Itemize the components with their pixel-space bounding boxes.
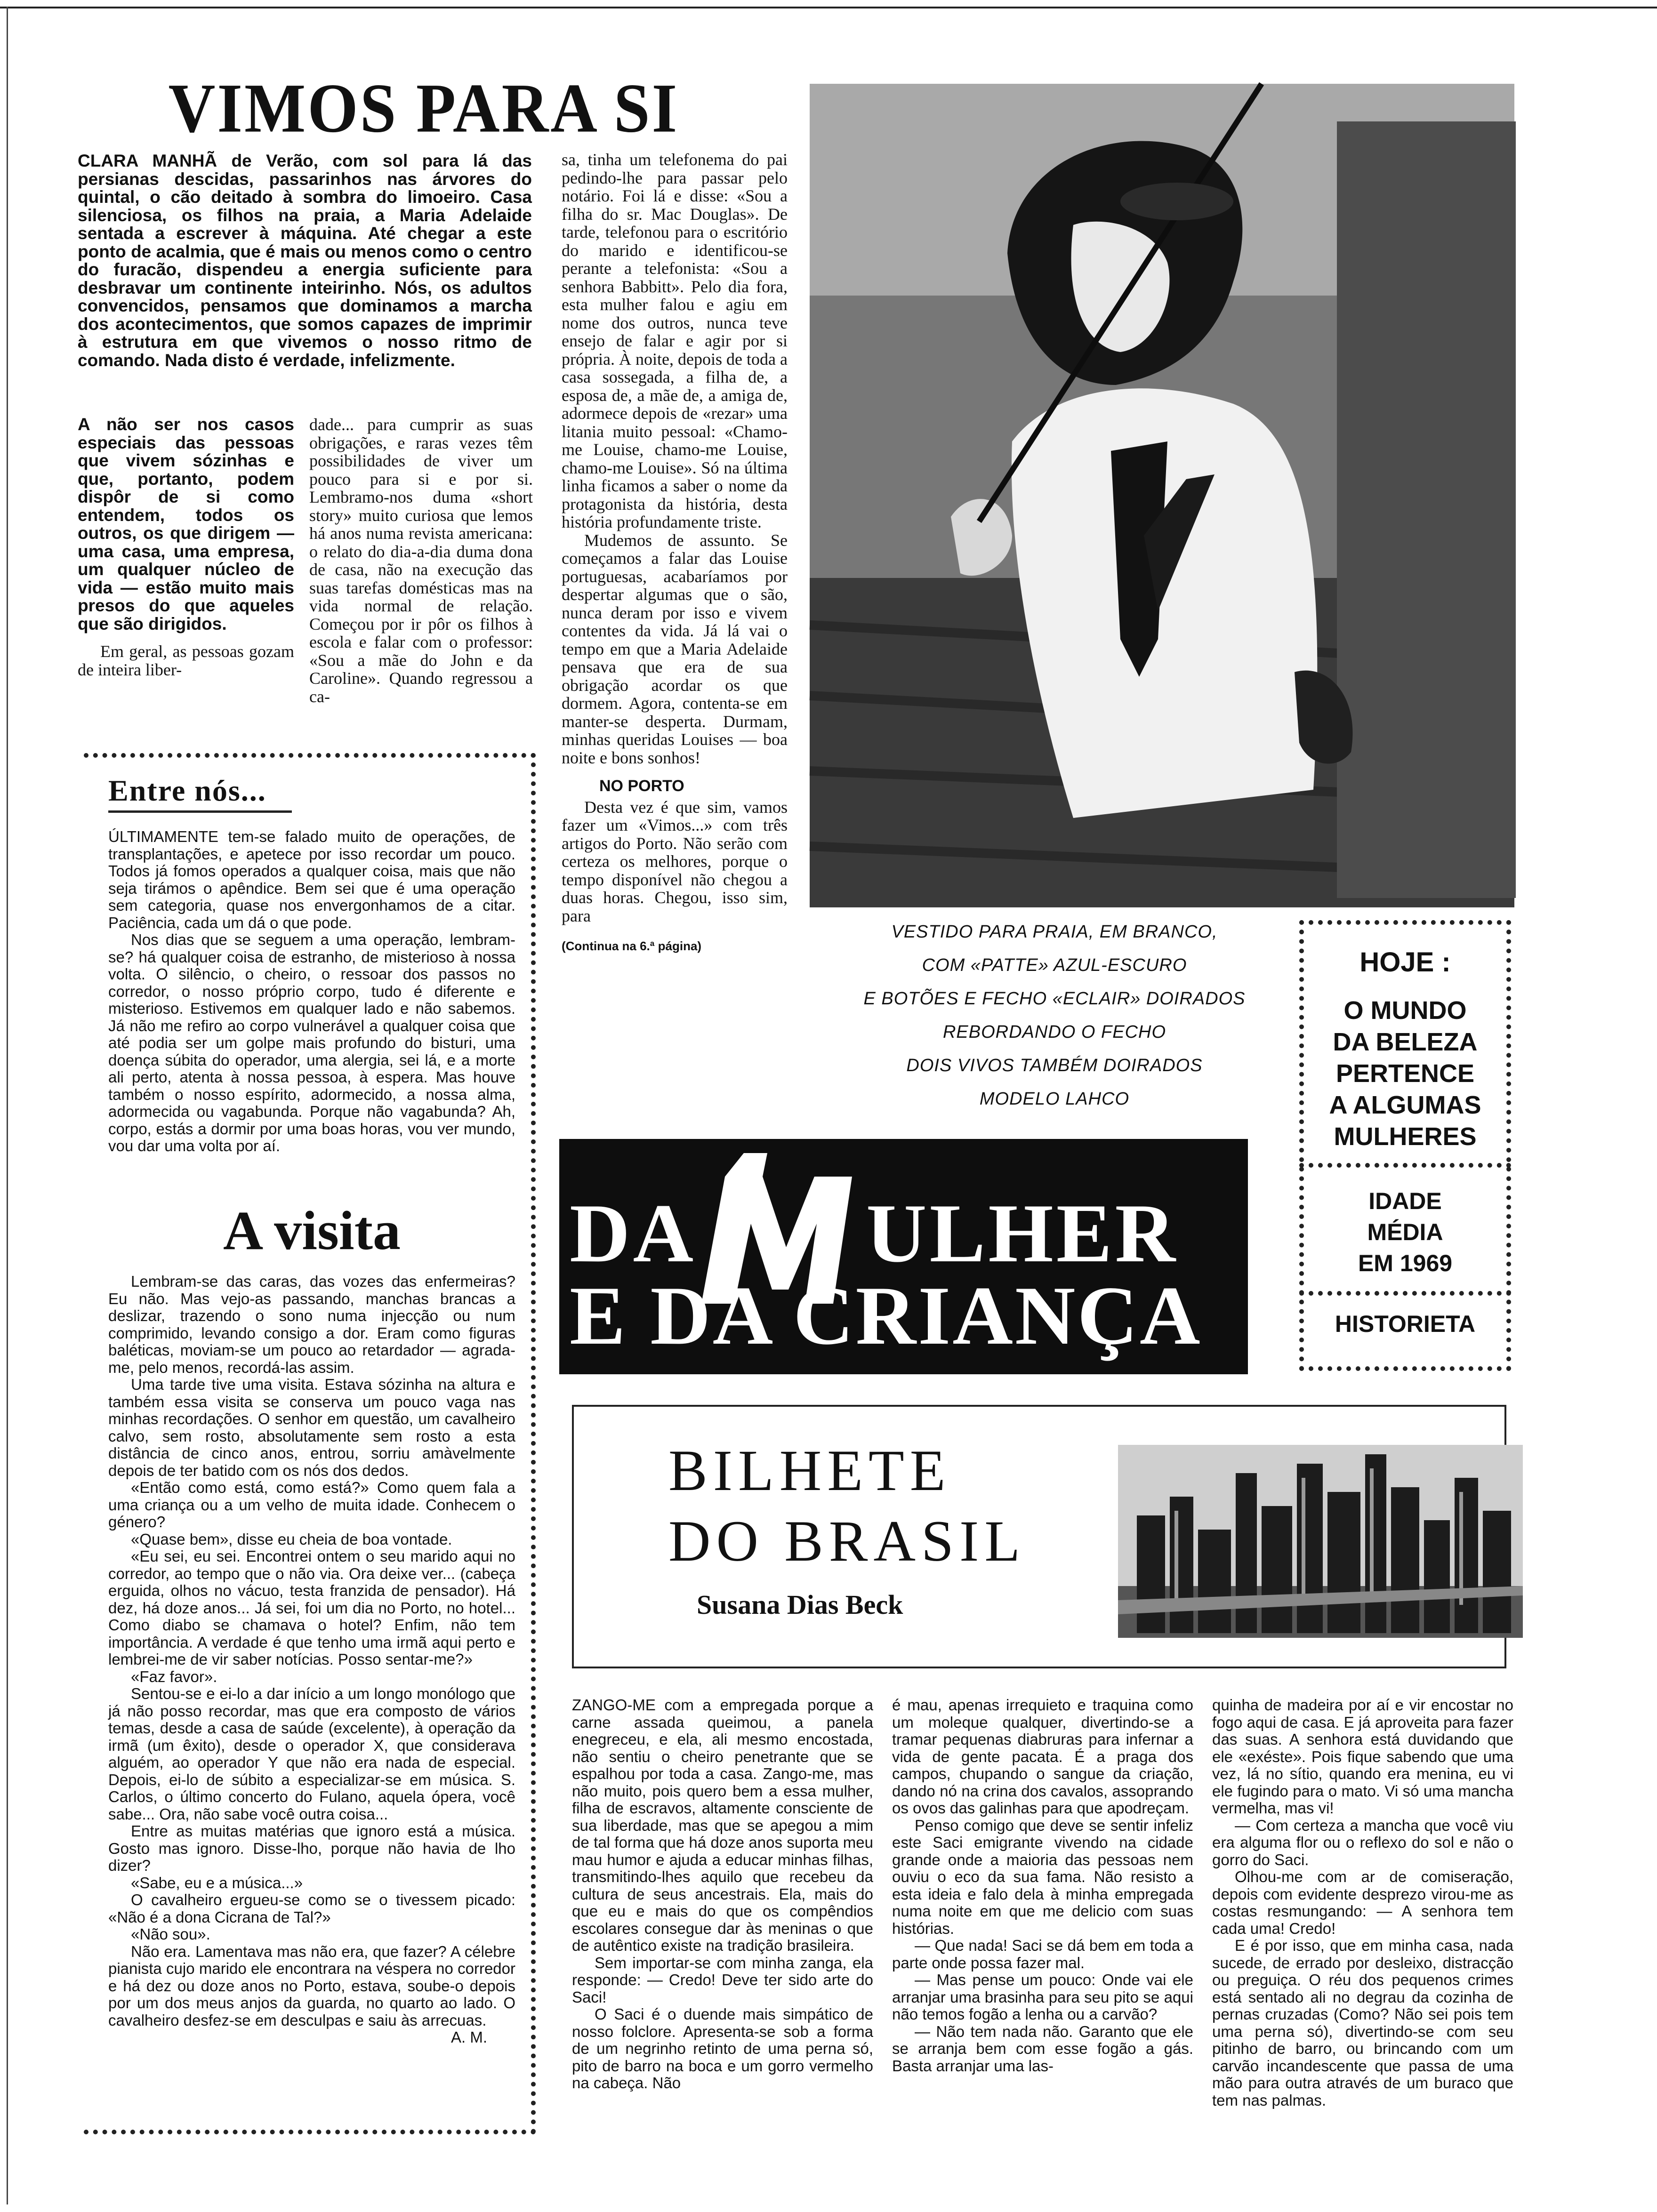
bilhete-para: — Que nada! Saci se dá bem em toda a parte onde possa fazer mal. xyxy=(892,1937,1193,1972)
bilhete-para: ZANGO-ME com a empregada porque a carne assada queimou, a panela enegreceu, e ela, ali mesmo encostada, não sentiu o cheiro penetrante que se espalhou por toda a casa. Zango-me, mas não muito, pois quero bem a essa mulher, filha de escravos, altamente consciente de sua liberdade, mas que se apegou a mim de tal forma que há doze anos suporta meu mau humor e ajuda a educar minhas filhas, transmitindo-lhes aquilo que recebeu da cultura de seus ancestrais. Ela, mais do que eu e mais do que os compêndios escolares consegue dar às meninas o que de autêntico existe na tradição brasileira. xyxy=(572,1696,873,1954)
vimos-column-2 xyxy=(309,416,533,740)
visita-para: «Faz favor». xyxy=(131,1667,217,1685)
vimos-column-3 xyxy=(562,150,788,953)
visita-text xyxy=(108,1273,515,2116)
hoje-box-content xyxy=(1306,946,1504,1338)
visita-para: Entre as muitas matérias que ignoro está a música. Gosto mas ignoro. Disse-lho, porque não havia de lho dizer? xyxy=(108,1822,515,1874)
bilhete-para: — Não tem nada não. Garanto que ele se arranja bem com esse fogão a gás. Basta arranjar uma las- xyxy=(892,2022,1193,2075)
vimos-column-1 xyxy=(78,416,294,736)
hoje-divider xyxy=(1299,1291,1511,1296)
bilhete-para: Sem importar-se com minha zanga, ela responde: — Credo! Deve ter sido arte do Saci! xyxy=(572,1954,873,2006)
continua-note: (Continua na 6.ª página) xyxy=(562,939,702,953)
no-porto-text: Desta vez é que sim, vamos fazer um «Vimos...» com três artigos do Porto. Não serão com certeza os melhores, porque o tempo disponível não chegou a duas horas. Chegou, isso sim, para xyxy=(562,797,788,925)
visita-para: Uma tarde tive uma visita. Estava sózinha na altura e também essa visita se conserva um pouco vaga nas minhas recordações. O senhor em questão, um cavalheiro calvo, sem rosto, absolutamente sem rosto a esta distância de cinco anos, entrou, sorriu amàvelmente depois de ter batido com os nós dos dedos. xyxy=(108,1376,515,1479)
masthead-line1-left: DA xyxy=(570,1186,697,1280)
bilhete-para: Olhou-me com ar de comiseração, depois com evidente desprezo virou-me as costas resmungando: — A senhora tem cada uma! Credo! xyxy=(1212,1868,1513,1937)
masthead-line1-right: ULHER xyxy=(866,1186,1178,1280)
visita-para: «Quase bem», disse eu cheia de boa vontade. xyxy=(131,1530,452,1548)
bilhete-para: — Mas pense um pouco: Onde vai ele arranjar uma brasinha para seu pito se aqui não temos fogão a lenha ou a carvão? xyxy=(892,1971,1193,2023)
hoje-sub-line: IDADE xyxy=(1368,1188,1442,1214)
visita-para: «Então como está, como está?» Como quem fala a uma criança ou a um velho de muita idade. Conhecem o género? xyxy=(108,1479,515,1531)
visita-title: A visita xyxy=(223,1200,401,1261)
bilhete-column-1 xyxy=(572,1697,873,2167)
visita-para: «Sabe, eu e a música...» xyxy=(131,1874,303,1891)
hoje-heading: HOJE : xyxy=(1359,947,1451,978)
fashion-photo xyxy=(810,84,1514,906)
hoje-sub-line: MÉDIA xyxy=(1367,1219,1443,1245)
hoje-headline-line: O MUNDO xyxy=(1343,996,1467,1025)
masthead-line2: E DA CRIANÇA xyxy=(570,1269,1202,1362)
bilhete-title-2: DO BRASIL xyxy=(668,1509,1026,1573)
hoje-headline-line: A ALGUMAS xyxy=(1329,1091,1481,1119)
caption-line: MODELO LAHCO xyxy=(979,1089,1130,1109)
bilhete-para: Penso comigo que deve se sentir infeliz este Saci emigrante vivendo na cidade grande onde a maioria das pessoas nem ouviu o eco da sua fama. Não resisto a esta ideia e falo dela à minha empregada numa noite em que me delicio com suas histórias. xyxy=(892,1816,1193,1937)
entre-nos-title: Entre nós... xyxy=(108,774,266,807)
entre-nos-p2: Nos dias que se seguem a uma operação, lembram-se? há qualquer coisa de estranho, de misterioso à nossa volta. O silêncio, o cheiro, o ressoar dos passos no corredor, o nosso próprio corpo, tudo é diferente e misterioso. Estivemos em qualquer lado e não sabemos. Já não me refiro ao corpo vulnerável a qualquer coisa que até podia ser um golpe mais profundo do bisturi, uma doença súbita do operador, uma alergia, sei lá, e a morte ali perto, atenta à nossa pessoa, à espera. Mas houve também o nosso espírito, adormecido, a nossa alma, adormecida ou vagabunda. Porque não vagabunda? Ah, corpo, estás a dormir por uma boas horas, vou ver mundo, vou dar uma volta por aí. xyxy=(108,931,515,1154)
visita-para: «Não sou». xyxy=(131,1925,210,1943)
entre-nos-p1: ÚLTIMAMENTE tem-se falado muito de operações, de transplantações, e apetece por isso recordar um pouco. Todos já fomos operados a qualquer coisa, mais que não seja tirámos o apêndice. Bem sei que é uma operação sem categoria, quase nos envergonhamos de a citar. Paciência, cada um dá o que pode. xyxy=(108,828,515,931)
vimos-lead-continuation: A não ser nos casos especiais das pessoas que vivem sózinhas e que, portanto, podem dispôr de si como entendem, todos os outros, os que dirigem — uma casa, uma empresa, um qualquer núcleo de vida — estão muito mais presos do que aqueles que são dirigidos. xyxy=(78,415,294,633)
caption-line: VESTIDO PARA PRAIA, EM BRANCO, xyxy=(891,922,1218,942)
hoje-headline-line: DA BELEZA xyxy=(1333,1028,1478,1056)
bilhete-para: E é por isso, que em minha casa, nada sucede, de errado por desleixo, distracção ou preguiça. O réu dos pequenos crimes está sentado ali no degrau da cozinha de pernas cruzadas (Como? Não sei pois tem uma perna só), divertindo-se com seu pitinho de barro, ou brincando com um carvão incandescente que passa de uma mão para outra através de um buraco que tem nas palmas. xyxy=(1212,1937,1513,2109)
hoje-headline-line: MULHERES xyxy=(1334,1122,1477,1151)
bilhete-column-3 xyxy=(1212,1697,1513,2167)
hoje-headline-line: PERTENCE xyxy=(1335,1059,1475,1088)
entre-nos-title-rule xyxy=(108,810,292,813)
hoje-sub-line: EM 1969 xyxy=(1358,1250,1453,1276)
bilhete-title-1: BILHETE xyxy=(668,1438,951,1503)
hoje-historieta: HISTORIETA xyxy=(1335,1311,1476,1337)
entre-nos-text xyxy=(108,828,515,1195)
photo-caption xyxy=(810,915,1299,1116)
caption-line: COM «PATTE» AZUL-ESCURO xyxy=(922,955,1187,975)
vimos-lead-text: CLARA MANHÃ de Verão, com sol para lá das persianas descidas, passarinhos nas árvores do quintal, o cão deitado à sombra do limoeiro. Casa silenciosa, os filhos na praia, a Maria Adelaide sentada a escrever à máquina. Até chegar a este ponto de acalmia, que é mais ou menos como o centro do furacão, dispendeu a energia suficiente para desbravar um continente inteirinho. Nós, os adultos convencidos, pensamos que dominamos a marcha dos acontecimentos, que somos capazes de imprimir à estrutura em que vivemos o nosso ritmo de comando. Nada disto é verdade, infelizmente. xyxy=(78,151,532,370)
city-skyline-photo xyxy=(1118,1445,1523,1638)
vimos-col3-text-b: Mudemos de assunto. Se começamos a falar das Louise portuguesas, acabaríamos por despertar algumas que o são, nunca deram por isso e vivem contentes da vida. Já lá vai o tempo em que a Maria Adelaide pensava que era de sua obrigação acordar os que dormem. Agora, contenta-se em manter-se desperta. Durmam, minhas queridas Louises — boa noite e bons sonhos! xyxy=(562,530,788,767)
bilhete-para: — Com certeza a mancha que você viu era alguma flor ou o reflexo do sol e não o gorro do Saci. xyxy=(1212,1816,1513,1868)
top-rule xyxy=(0,7,1657,8)
bilhete-para: O Saci é o duende mais simpático de nosso folclore. Apresenta-se sob a forma de um negrinho retinto de uma perna só, pito de barro na boca e um gorro vermelho na cabeça. Não xyxy=(572,2005,873,2092)
vimos-title: VIMOS PARA SI xyxy=(168,69,679,147)
visita-signature: A. M. xyxy=(450,2028,487,2046)
bilhete-para: quinha de madeira por aí e vir encostar no fogo aqui de casa. E já aproveita para fazer das suas. A senhora está duvidando que ele «exéste». Pois fique sabendo que uma vez, lá no sítio, quando era menina, eu vi ele fugindo para o mato. Vi só uma mancha vermelha, mas vi! xyxy=(1212,1696,1513,1817)
caption-line: E BOTÕES E FECHO «ECLAIR» DOIRADOS xyxy=(863,989,1246,1009)
visita-para: Lembram-se das caras, das vozes das enfermeiras? Eu não. Mas vejo-as passando, manchas brancas a deslizar, trazendo o sono numa injecção ou num comprimido, levando consigo a dor. Eram como figuras baléticas, moviam-se um pouco ao retardador — agrada-me, pelo menos, recordá-las assim. xyxy=(108,1273,515,1376)
visita-para: Sentou-se e ei-lo a dar início a um longo monólogo que já não posso recordar, mas que era composto de vários temas, desde a casa de saúde (excelente), à operação da irmã (um êxito), desde o operador X, que considerava alguém, ao operador Y que não era nada de especial. Depois, ei-lo de súbito a especializar-se em música. S. Carlos, o último concerto do Fulano, aquela ópera, você sabe... Ora, não sabe você outra coisa... xyxy=(108,1685,515,1823)
no-porto-heading: NO PORTO xyxy=(599,777,684,795)
visita-para: O cavalheiro ergueu-se como se o tivessem picado: «Não é a dona Cicrana de Tal?» xyxy=(108,1891,515,1926)
visita-para: Não era. Lamentava mas não era, que fazer? A célebre pianista cujo marido ele encontrara na véspera no corredor e há dez ou doze anos no Porto, estava, soube-o depois por um dos meus anjos da guarda, no quarto ao lado. O cavalheiro desfez-se em desculpas e saiu às arrecuas. xyxy=(108,1942,515,2029)
vimos-em-geral: Em geral, as pessoas gozam de inteira liber- xyxy=(78,642,294,679)
visita-para: «Eu sei, eu sei. Encontrei ontem o seu marido aqui no corredor, ao tempo que o não via. Ora deixe ver... (cabeça erguida, olhos no vácuo, testa franzida de pensador). Há dez, há doze anos... Já sei, foi um dia no Porto, no hotel... Como diabo se chamava o hotel? Enfim, não tem importância. A verdade é que tenho uma irmã aqui perto e lembrei-me de vir saber notícias. Posso sentar-me?» xyxy=(108,1547,515,1668)
vimos-col2-text: dade... para cumprir as suas obrigações, e raras vezes têm possibilidades de viver um pouco para si e por si. Lembramo-nos duma «short story» muito curiosa que lemos há anos numa revista americana: o relato do dia-a-dia duma dona de casa, não na execução das suas tarefas domésticas mas na vida normal de relação. Começou por ir pôr os filhos à escola e falar com o professor: «Sou a mãe do John e da Caroline». Quando regressou a ca- xyxy=(309,415,533,706)
vimos-lead xyxy=(78,152,532,416)
bilhete-para: é mau, apenas irrequieto e traquina como um moleque qualquer, divertindo-se a tramar pequenas diabruras para infernar a vida de gente pacata. É a praga dos campos, chupando o sangue da criação, dando nó na crina dos cavalos, assoprando os ovos das galinhas para que apodreçam. xyxy=(892,1696,1193,1817)
caption-line: DOIS VIVOS TAMBÉM DOIRADOS xyxy=(906,1056,1203,1075)
left-edge-rule xyxy=(7,7,8,2204)
bilhete-author: Susana Dias Beck xyxy=(697,1589,903,1620)
bilhete-column-2 xyxy=(892,1697,1193,2167)
caption-line: REBORDANDO O FECHO xyxy=(942,1022,1166,1042)
hoje-divider xyxy=(1299,1163,1511,1168)
vimos-col3-text-a: sa, tinha um telefonema do pai pedindo-lhe para passar pelo notário. Foi lá e disse: «Sou a filha do sr. Mac Douglas». De tarde, telefonou para o escritório do marido e identificou-se perante a telefonista: «Sou a senhora Babbitt». Pelo dia fora, esta mulher falou e agiu em nome dos outros, nunca teve ensejo de falar e agir por si própria. À noite, depois de toda a casa sossegada, a filha de, a esposa de, a mãe de, a amiga de, adormece depois de «rezar» uma litania muito pessoal: «Chamo-me Louise, chamo-me Louise, chamo-me Louise». Só na última linha ficamos a saber o nome da protagonista da história, desta história profundamente triste. xyxy=(562,150,788,531)
